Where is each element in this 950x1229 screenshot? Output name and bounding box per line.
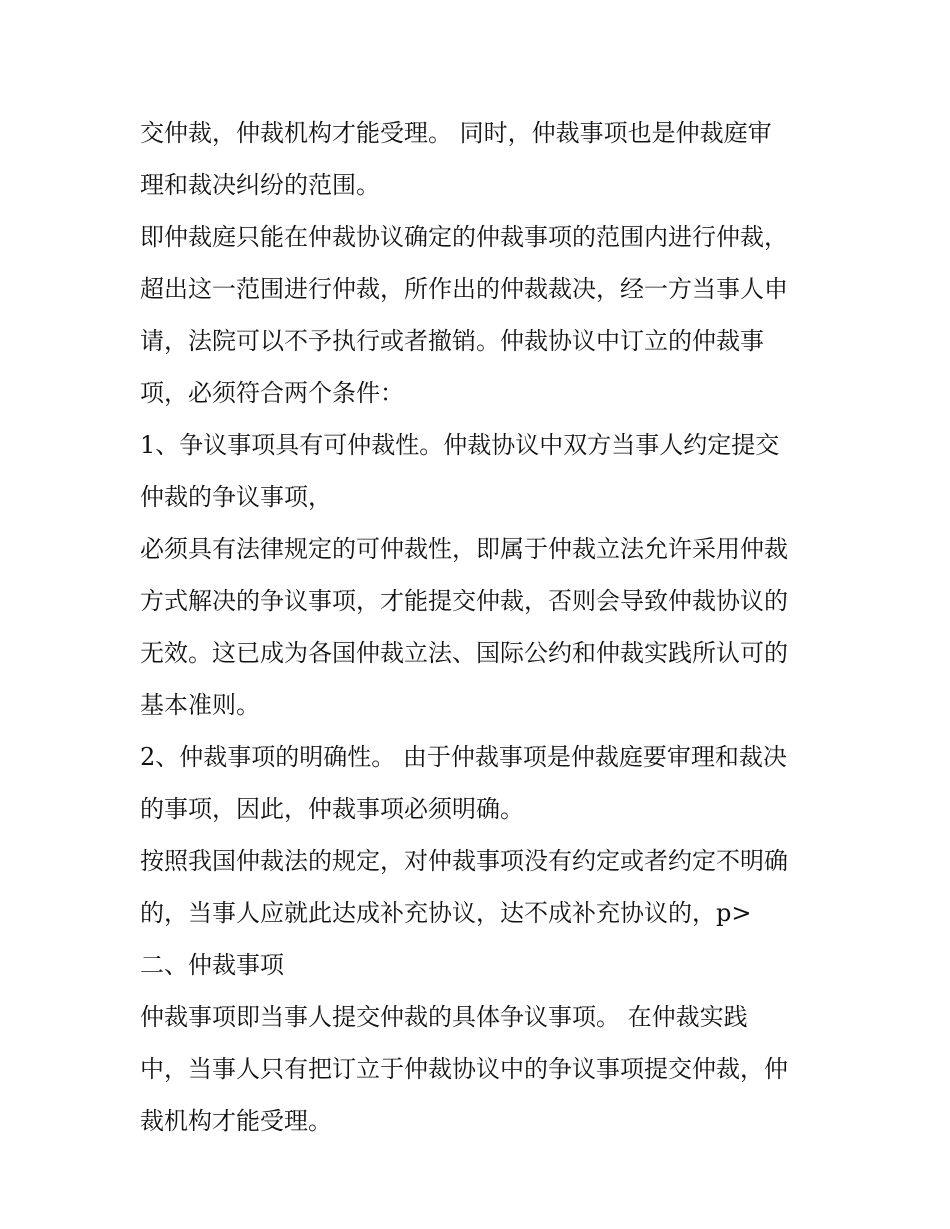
document-body: [140, 107, 830, 1147]
text-line: 项，必须符合两个条件：: [140, 379, 404, 407]
text-line: 基本准则。: [140, 691, 260, 719]
text-line: 请，法院可以不予执行或者撤销。仲裁协议中订立的仲裁事: [140, 327, 764, 355]
text-line: 按照我国仲裁法的规定，对仲裁事项没有约定或者约定不明确: [140, 847, 788, 875]
text-line: 2、仲裁事项的明确性。 由于仲裁事项是仲裁庭要审理和裁决: [140, 743, 787, 771]
text-line: 的，当事人应就此达成补充协议，达不成补充协议的，p>: [140, 899, 752, 927]
text-line: 仲裁的争议事项，: [140, 483, 332, 511]
text-line: 理和裁决纠纷的范围。: [140, 171, 380, 199]
text-line: 超出这一范围进行仲裁，所作出的仲裁裁决，经一方当事人申: [140, 275, 788, 303]
text-line: 方式解决的争议事项，才能提交仲裁，否则会导致仲裁协议的: [140, 587, 788, 615]
text-line: 交仲裁，仲裁机构才能受理。 同时，仲裁事项也是仲裁庭审: [140, 119, 772, 147]
text-line: 裁机构才能受理。: [140, 1107, 332, 1135]
text-line: 的事项，因此，仲裁事项必须明确。: [140, 795, 524, 823]
text-line: 即仲裁庭只能在仲裁协议确定的仲裁事项的范围内进行仲裁，: [140, 223, 788, 251]
text-line: 仲裁事项即当事人提交仲裁的具体争议事项。 在仲裁实践: [140, 1003, 748, 1031]
text-line: 中，当事人只有把订立于仲裁协议中的争议事项提交仲裁，仲: [140, 1055, 788, 1083]
text-line: 无效。这已成为各国仲裁立法、国际公约和仲裁实践所认可的: [140, 639, 788, 667]
text-line: 1、争议事项具有可仲裁性。仲裁协议中双方当事人约定提交: [140, 431, 780, 459]
text-line: 必须具有法律规定的可仲裁性，即属于仲裁立法允许采用仲裁: [140, 535, 788, 563]
section-heading: 二、仲裁事项: [140, 951, 284, 979]
